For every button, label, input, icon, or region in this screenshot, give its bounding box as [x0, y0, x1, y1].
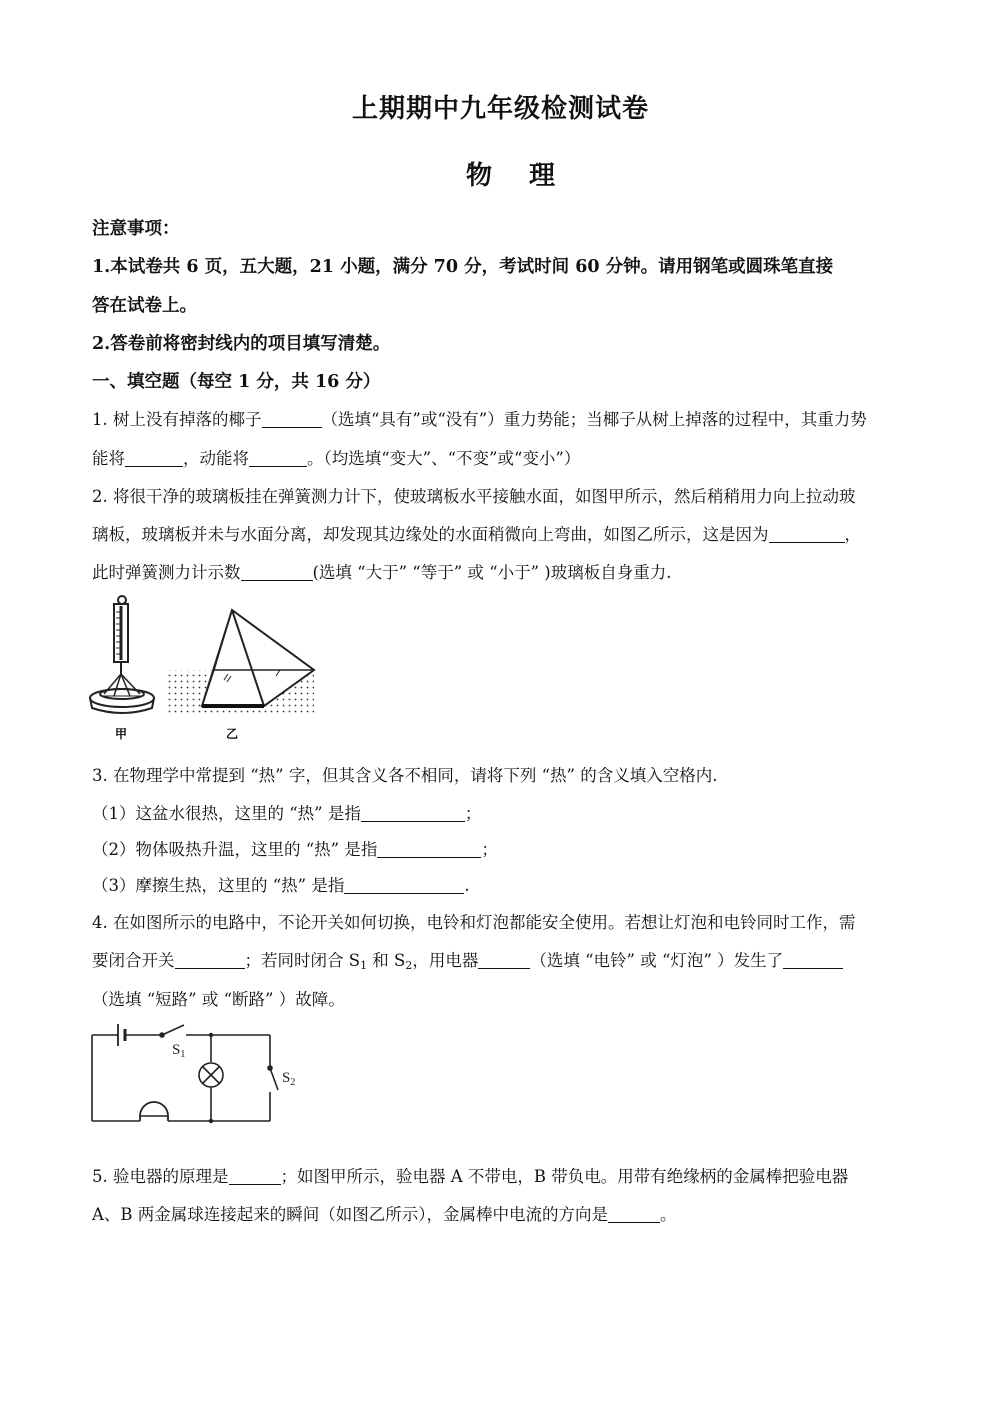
- question-4-line-3: （选填 “短路” 或 “断路” ）故障。: [92, 990, 345, 1009]
- question-1-line-1: [92, 406, 867, 430]
- q4-text-a: 要闭合开关: [92, 951, 175, 970]
- q2-text-d: (选填 “大于” “等于” 或 “小于” )玻璃板自身重力.: [312, 563, 672, 582]
- answer-blank[interactable]: [361, 805, 465, 823]
- page-title: 上期期中九年级检测试卷: [352, 94, 650, 124]
- figure-label-jia: 甲: [115, 727, 128, 741]
- answer-blank[interactable]: [377, 841, 481, 859]
- answer-blank[interactable]: [769, 526, 845, 544]
- q4-text-c: 和 S: [367, 951, 406, 970]
- q5-text-a: 5. 验电器的原理是: [92, 1167, 229, 1186]
- q4-sub-2: 2: [405, 959, 413, 972]
- section-heading: 一、填空题（每空 1 分，共 16 分）: [92, 372, 381, 392]
- q3-p1-text: （1）这盆水很热，这里的 “热” 是指: [92, 804, 361, 823]
- q2-text-a: 璃板，玻璃板并未与水面分离，却发现其边缘处的水面稍微向上弯曲，如图乙所示，这是因为: [92, 525, 769, 544]
- q4-sub-1: 1: [360, 959, 368, 972]
- figure-label-yi: 乙: [226, 727, 239, 741]
- question-2-line-1: 2. 将很干净的玻璃板挂在弹簧测力计下，使玻璃板水平接触水面，如图甲所示，然后稍稍用力向上拉动玻: [92, 487, 856, 506]
- q1-text-d: ，动能将: [183, 449, 249, 468]
- q3-p3-end: .: [464, 876, 470, 895]
- glass-plate-figure: [168, 610, 314, 716]
- question-3-part-3: [92, 872, 470, 896]
- q1-text-c: 能将: [92, 449, 125, 468]
- question-2-figure: [84, 590, 324, 742]
- notice-item-1-cont: 答在试卷上。: [92, 296, 197, 316]
- q1-text-a: 1. 树上没有掉落的椰子: [92, 410, 262, 429]
- spring-scale-figure: [90, 596, 154, 713]
- switch-s1-label: $S_1$: [172, 1042, 186, 1060]
- q5-text-d: 。: [660, 1205, 677, 1224]
- answer-blank[interactable]: [241, 564, 313, 582]
- answer-blank[interactable]: [783, 952, 843, 970]
- answer-blank[interactable]: [478, 952, 530, 970]
- q5-text-c: A、B 两金属球连接起来的瞬间（如图乙所示），金属棒中电流的方向是: [92, 1205, 609, 1224]
- switch-s2-label: $S_2$: [282, 1070, 296, 1088]
- q5-text-b: ；如图甲所示，验电器 A 不带电，B 带负电。用带有绝缘柄的金属棒把验电器: [280, 1167, 849, 1186]
- q4-text-e: （选填 “电铃” 或 “灯泡” ）发生了: [530, 951, 784, 970]
- question-5-line-1: [92, 1163, 848, 1187]
- answer-blank[interactable]: [229, 1168, 281, 1186]
- q2-text-b: ，: [844, 525, 861, 544]
- question-1-line-2: [92, 445, 580, 469]
- q3-p1-end: ；: [464, 804, 482, 823]
- answer-blank[interactable]: [249, 450, 307, 468]
- answer-blank[interactable]: [344, 877, 464, 895]
- notice-item-1: 1.本试卷共 6 页，五大题，21 小题，满分 70 分，考试时间 60 分钟。请用钢笔或圆珠笔直接: [92, 257, 834, 277]
- question-3-part-2: [92, 836, 498, 860]
- question-2-line-2: [92, 521, 861, 545]
- electric-bell: [140, 1102, 168, 1121]
- question-3-part-1: [92, 800, 481, 824]
- notice-heading: 注意事项：: [92, 219, 180, 239]
- answer-blank[interactable]: [608, 1206, 660, 1224]
- question-4-line-1: 4. 在如图所示的电路中，不论开关如何切换，电铃和灯泡都能安全使用。若想让灯泡和电铃同时工作，需: [92, 913, 856, 932]
- q3-p3-text: （3）摩擦生热，这里的 “热” 是指: [92, 876, 345, 895]
- q4-text-d: ，用电器: [412, 951, 479, 970]
- q1-text-b: （选填“具有”或“没有”）重力势能；当椰子从树上掉落的过程中，其重力势: [321, 410, 867, 429]
- q2-text-c: 此时弹簧测力计示数: [92, 563, 241, 582]
- answer-blank[interactable]: [175, 952, 245, 970]
- q1-text-e: 。（均选填“变大”、“不变”或“变小”）: [307, 449, 581, 468]
- switch-s1: [162, 1025, 184, 1035]
- answer-blank[interactable]: [262, 411, 322, 429]
- question-2-line-3: [92, 559, 671, 583]
- question-4-line-2: [92, 947, 843, 971]
- q3-p2-text: （2）物体吸热升温，这里的 “热” 是指: [92, 840, 378, 859]
- question-3-intro: 3. 在物理学中常提到 “热” 字，但其含义各不相同，请将下列 “热” 的含义填入空格内.: [92, 766, 718, 785]
- q3-p2-end: ；: [481, 840, 498, 859]
- switch-s2: [270, 1068, 278, 1090]
- subject-title: 物 理: [466, 161, 570, 191]
- question-5-line-2: [92, 1201, 677, 1225]
- answer-blank[interactable]: [125, 450, 183, 468]
- question-4-circuit: [86, 1014, 306, 1130]
- q4-text-b: ；若同时闭合 S: [244, 951, 361, 970]
- notice-item-2: 2.答卷前将密封线内的项目填写清楚。: [92, 334, 391, 354]
